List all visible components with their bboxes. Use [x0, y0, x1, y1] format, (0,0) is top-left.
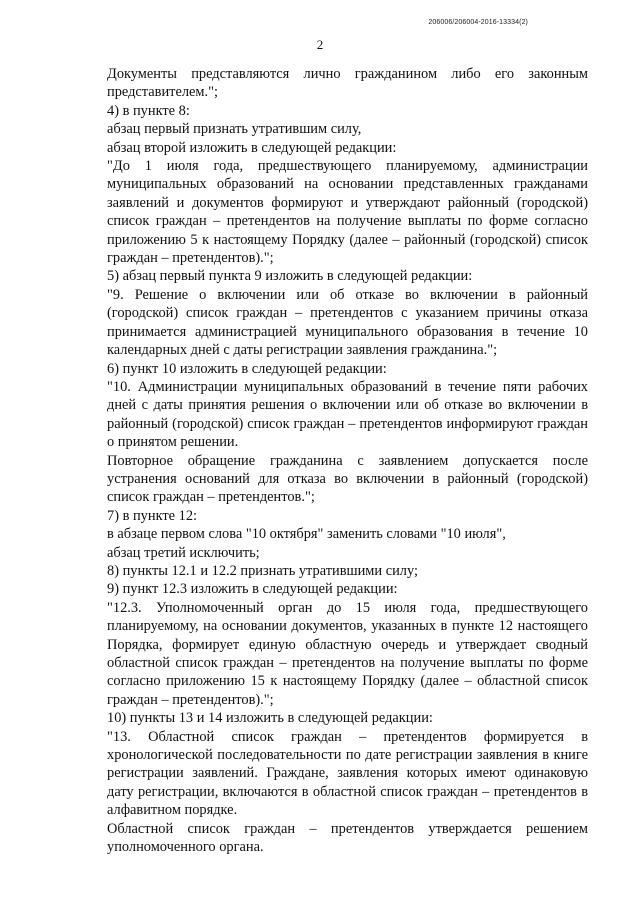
paragraph: абзац третий исключить;	[107, 544, 260, 561]
paragraph: "13. Областной список граждан – претендентов формируется в хронологической последовательности по дате регистрации заявления в книге регистрации заявлений. Граждане, заявления которых имеют одинаковую дату регистрации, включаются в областной список граждан – претендентов в алфавитном порядке.	[107, 728, 588, 819]
paragraph: "12.3. Уполномоченный орган до 15 июля года, предшествующего планируемому, на основании документов, указанных в пункте 12 настоящего Порядка, формирует единую областную очередь и утверждает сводный областной список граждан – претендентов на получение выплаты по форме согласно приложению 15 к настоящему Порядку (далее – областной список граждан – претендентов).";	[107, 599, 588, 708]
paragraph: Документы представляются лично гражданином либо его законным представителем.";	[107, 66, 588, 101]
paragraph: 6) пункт 10 изложить в следующей редакции:	[107, 360, 387, 377]
paragraph: абзац второй изложить в следующей редакции:	[107, 139, 397, 156]
paragraph: 10) пункты 13 и 14 изложить в следующей редакции:	[107, 710, 433, 727]
paragraph: в абзаце первом слова "10 октября" заменить словами "10 июля",	[107, 526, 506, 543]
paragraph: 8) пункты 12.1 и 12.2 признать утратившими силу;	[107, 562, 418, 579]
paragraph: 7) в пункте 12:	[107, 507, 198, 524]
paragraph: Повторное обращение гражданина с заявлением допускается после устранения оснований для отказа во включении в районный (городской) список граждан – претендентов.";	[107, 452, 588, 506]
paragraph: абзац первый признать утратившим силу,	[107, 121, 362, 138]
paragraph: "9. Решение о включении или об отказе во включении в районный (городской) список граждан – претендентов с указанием причины отказа принимается администрацией муниципального образования в течение 10 календарных дней с даты регистрации заявления гражданина.";	[107, 286, 588, 359]
page-number: 2	[316, 37, 324, 52]
paragraph: 9) пункт 12.3 изложить в следующей редакции:	[107, 581, 398, 598]
paragraph: 4) в пункте 8:	[107, 102, 190, 119]
paragraph: Областной список граждан – претендентов утверждается решением уполномоченного органа.	[107, 820, 588, 856]
paragraph: "До 1 июля года, предшествующего планируемому, администрации муниципальных образований на основании представленных гражданами заявлений и документов формируют и утверждают районный (городской) список граждан – претендентов на получение выплаты по форме согласно приложению 5 к настоящему Порядку (далее – районный (городской) список граждан – претендентов).";	[107, 158, 588, 267]
paragraph: 5) абзац первый пункта 9 изложить в следующей редакции:	[107, 268, 473, 285]
document-id: 206006/206004-2016-13334(2)	[428, 19, 528, 26]
document-body	[107, 65, 588, 856]
paragraph: "10. Администрации муниципальных образований в течение пяти рабочих дней с даты принятия решения о включении или об отказе во включении в районный (городской) список граждан – претендентов информируют граждан о принятом решении.	[107, 378, 588, 451]
